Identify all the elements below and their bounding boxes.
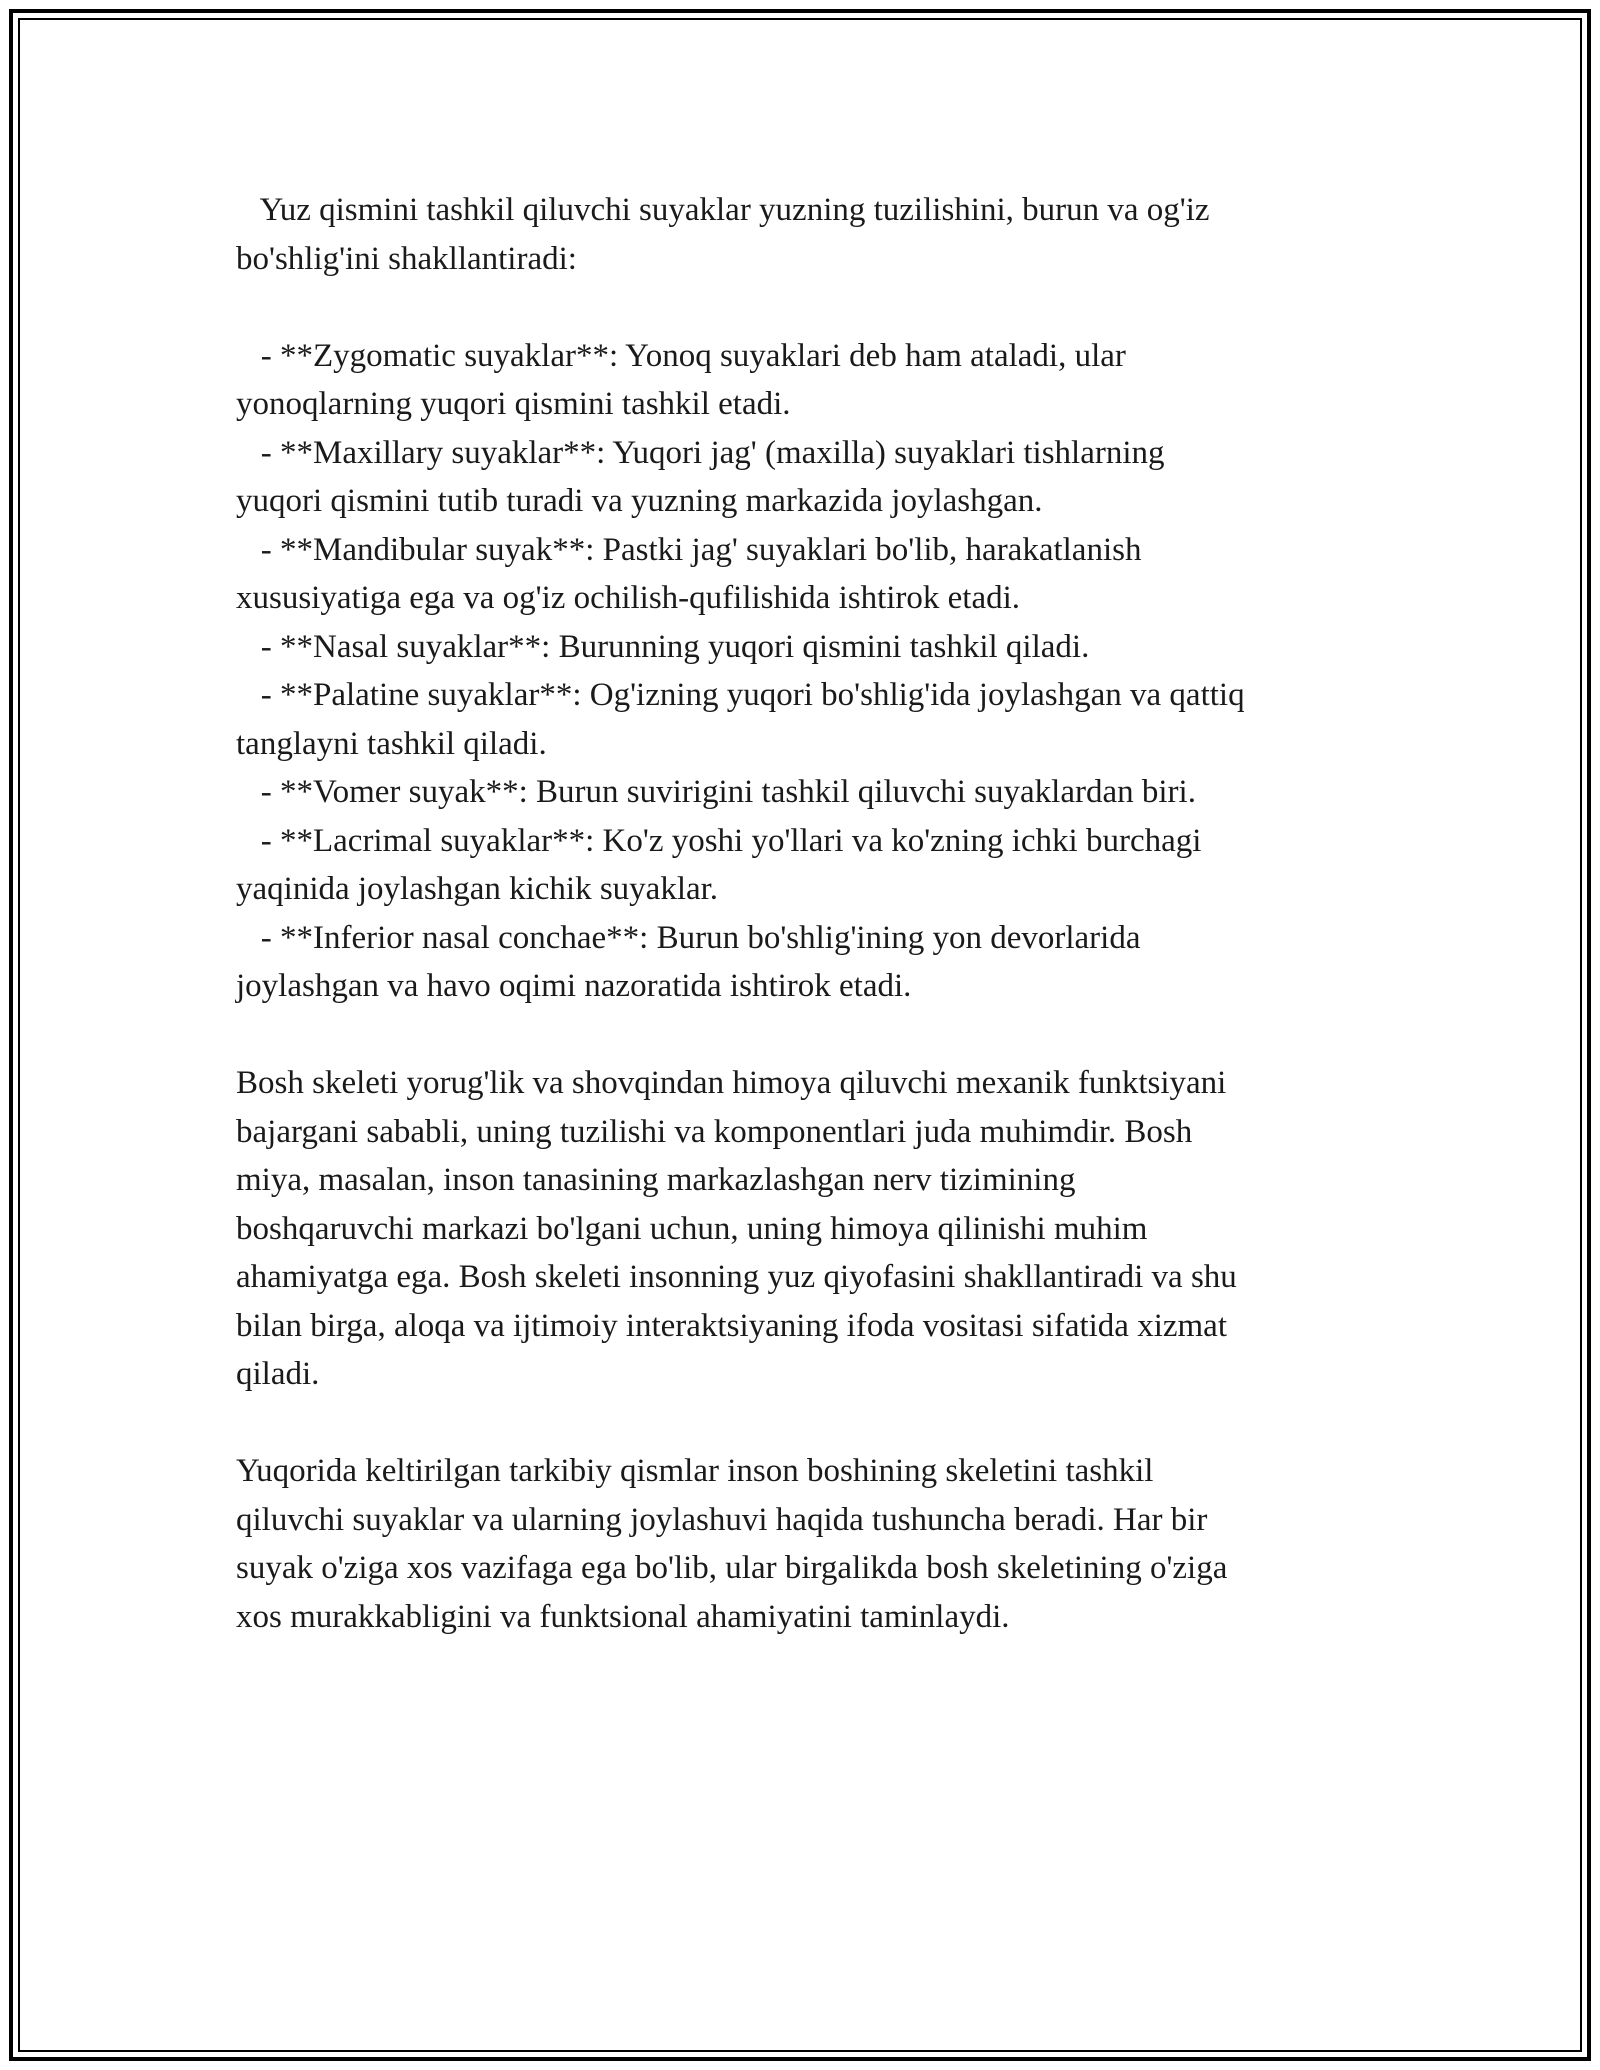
text-line: miya, masalan, inson tanasining markazlashgan nerv tizimining bbox=[236, 1162, 1076, 1198]
document-body bbox=[236, 186, 1366, 1641]
text-line: joylashgan va havo oqimi nazoratida ishtirok etadi. bbox=[236, 968, 912, 1004]
text-line: tanglayni tashkil qiladi. bbox=[236, 725, 547, 762]
text-line: yuqori qismini tutib turadi va yuzning markazida joylashgan. bbox=[236, 483, 1043, 519]
text-line: - **Lacrimal suyaklar**: Ko'z yoshi yo'llari va ko'zning ichki burchagi bbox=[236, 822, 1202, 859]
text-line: qiladi. bbox=[236, 1356, 320, 1392]
text-line: - **Maxillary suyaklar**: Yuqori jag' (maxilla) suyaklari tishlarning bbox=[236, 434, 1165, 471]
list-item bbox=[236, 817, 1366, 914]
text-line: yaqinida joylashgan kichik suyaklar. bbox=[236, 871, 719, 907]
text-line: - **Palatine suyaklar**: Og'izning yuqori bo'shlig'ida joylashgan va qattiq bbox=[236, 677, 1245, 713]
list-item bbox=[236, 768, 1366, 817]
text-line: xususiyatiga ega va og'iz ochilish-qufilishida ishtirok etadi. bbox=[236, 580, 1021, 616]
text-line: - **Vomer suyak**: Burun suvirigini tashkil qiluvchi suyaklardan biri. bbox=[236, 774, 1196, 810]
text-line: - **Nasal suyaklar**: Burunning yuqori qismini tashkil qiladi. bbox=[236, 628, 1090, 665]
text-line: - **Inferior nasal conchae**: Burun bo'shlig'ining yon devorlarida bbox=[236, 919, 1141, 956]
bone-list bbox=[236, 332, 1366, 1011]
list-item bbox=[236, 526, 1366, 623]
list-item bbox=[236, 914, 1366, 1011]
paragraph-gap bbox=[236, 283, 1366, 332]
list-item bbox=[236, 332, 1366, 429]
text-line: bilan birga, aloqa va ijtimoiy interaktsiyaning ifoda vositasi sifatida xizmat bbox=[236, 1307, 1227, 1344]
text-line: - **Mandibular suyak**: Pastki jag' suyaklari bo'lib, harakatlanish bbox=[236, 531, 1142, 568]
list-item bbox=[236, 671, 1366, 768]
text-line: yonoqlarning yuqori qismini tashkil etadi. bbox=[236, 386, 791, 422]
text-line: suyak o'ziga xos vazifaga ega bo'lib, ular birgalikda bosh skeletining o'ziga bbox=[236, 1550, 1228, 1586]
text-line: Yuz qismini tashkil qiluvchi suyaklar yuzning tuzilishini, burun va og'iz bbox=[236, 192, 1210, 228]
text-line: xos murakkabligini va funktsional ahamiyatini taminlaydi. bbox=[236, 1598, 1010, 1635]
text-line: qiluvchi suyaklar va ularning joylashuvi haqida tushuncha beradi. Har bir bbox=[236, 1501, 1208, 1538]
intro-paragraph bbox=[236, 186, 1366, 283]
text-line: Yuqorida keltirilgan tarkibiy qismlar inson boshining skeletini tashkil bbox=[236, 1453, 1154, 1489]
body-paragraph-3 bbox=[236, 1447, 1366, 1641]
text-line: ahamiyatga ega. Bosh skeleti insonning yuz qiyofasini shakllantiradi va shu bbox=[236, 1259, 1237, 1295]
list-item bbox=[236, 429, 1366, 526]
paragraph-gap bbox=[236, 1011, 1366, 1060]
text-line: - **Zygomatic suyaklar**: Yonoq suyaklari deb ham ataladi, ular bbox=[236, 337, 1126, 374]
body-paragraph-2 bbox=[236, 1059, 1366, 1399]
text-line: Bosh skeleti yorug'lik va shovqindan himoya qiluvchi mexanik funktsiyani bbox=[236, 1065, 1227, 1101]
text-line: bo'shlig'ini shakllantiradi: bbox=[236, 240, 577, 277]
paragraph-gap bbox=[236, 1399, 1366, 1448]
text-line: bajargani sababli, uning tuzilishi va komponentlari juda muhimdir. Bosh bbox=[236, 1113, 1193, 1150]
text-line: boshqaruvchi markazi bo'lgani uchun, uning himoya qilinishi muhim bbox=[236, 1210, 1148, 1247]
list-item bbox=[236, 623, 1366, 672]
